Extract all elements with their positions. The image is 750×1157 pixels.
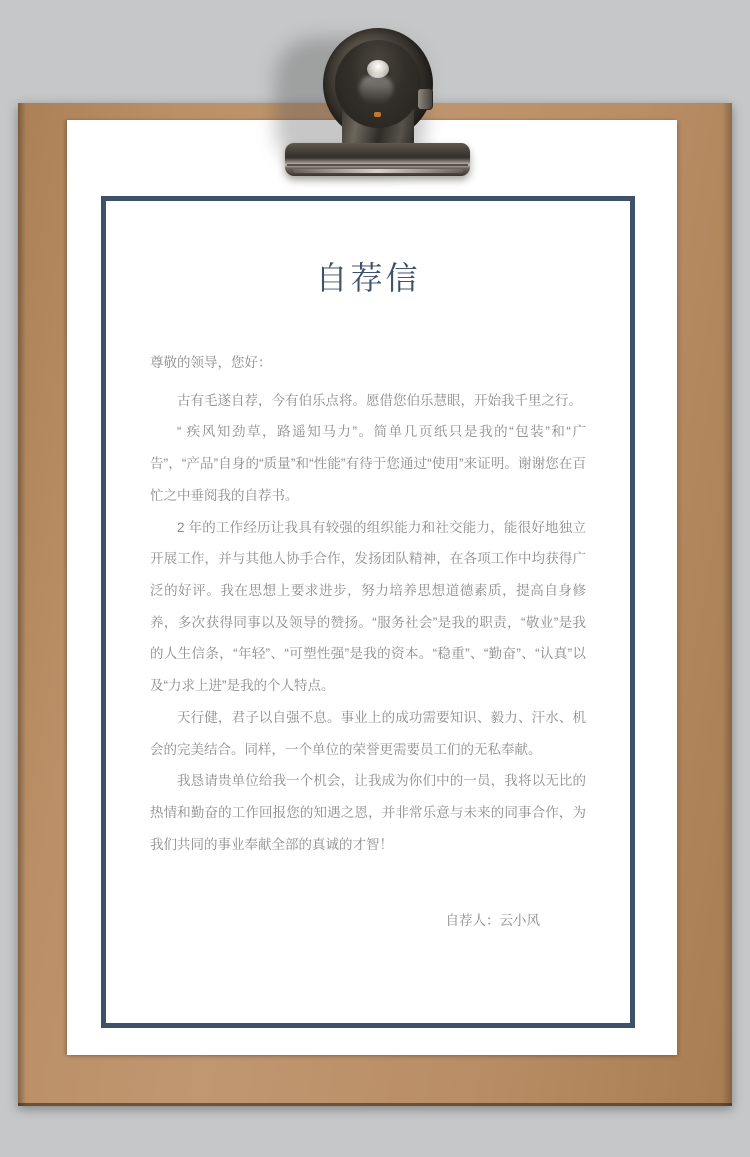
salutation-line: 尊敬的领导，您好： — [150, 355, 272, 370]
paper-sheet — [67, 120, 677, 1055]
clipboard-board — [18, 103, 732, 1106]
body-paragraph: 古有毛遂自荐，今有伯乐点将。愿借您伯乐慧眼，开始我千里之行。 — [177, 392, 582, 408]
clip-rivet — [374, 112, 381, 117]
signature-line: 自荐人：云小风 — [445, 912, 540, 928]
metal-binder-clip — [271, 28, 483, 176]
board-right-shading — [722, 103, 732, 1106]
clip-lever-handle — [417, 88, 433, 110]
document-content — [106, 201, 630, 1023]
clip-gloss-highlight — [359, 74, 393, 104]
body-paragraph: 天行健，君子以自强不息。事业上的成功需要知识、毅力、汗水、机会的完美结合。同样，一个单位的荣誉更需要员工们的无私奉献。 — [150, 709, 586, 757]
body-paragraph: “ 疾风知劲草，路遥知马力”。简单几页纸只是我的“包装”和“广告”，“产品”自身的“质量”和“性能”有待于您通过“使用”来证明。谢谢您在百忙之中垂阅我的自荐书。 — [150, 424, 586, 503]
clip-bar-seam — [287, 164, 468, 166]
page-title: 自荐信 — [315, 260, 421, 296]
document-border-frame — [101, 196, 635, 1028]
body-paragraph: 我恳请贵单位给我一个机会，让我成为你们中的一员，我将以无比的热情和勤奋的工作回报您的知遇之恩，并非常乐意与未来的同事合作，为我们共同的事业奉献全部的真诚的才智！ — [150, 773, 586, 852]
board-left-shading — [18, 103, 26, 1106]
body-paragraph: 2 年的工作经历让我具有较强的组织能力和社交能力，能很好地独立开展工作，并与其他人协手合作，发扬团队精神，在各项工作中均获得广泛的好评。我在思想上要求进步，努力培养思想道德素质，提高自身修养，多次获得同事以及领导的赞扬。“服务社会”是我的职责，“敬业”是我的人生信条，“年轻”、“可塑性强”是我的资本。“稳重”、“勤奋”、“认真”以及“力求上进”是我的个人特点。 — [150, 519, 586, 694]
clip-bar-highlight — [293, 169, 463, 173]
